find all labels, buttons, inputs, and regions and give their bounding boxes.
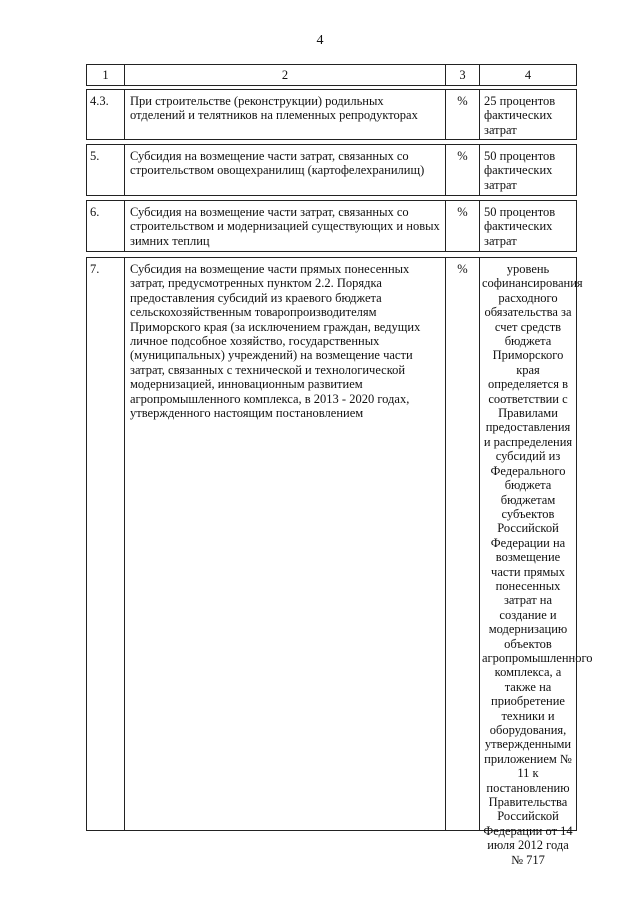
row-unit: % [445, 257, 479, 831]
row-unit: % [445, 89, 479, 140]
row-description: Субсидия на возмещение части затрат, связанных со строительством овощехранилищ (картофелехранилищ) [124, 144, 445, 196]
row-unit: % [445, 144, 479, 196]
row-value: 50 процентов фактических затрат [479, 200, 577, 252]
header-cell-4: 4 [479, 64, 577, 86]
row-description: При строительстве (реконструкции) родильных отделений и телятников на племенных репродукторах [124, 89, 445, 140]
row-description: Субсидия на возмещение части затрат, связанных со строительством и модернизацией существующих и новых зимних теплиц [124, 200, 445, 252]
table-row [86, 257, 593, 867]
table-row [86, 89, 577, 140]
row-number: 4.3. [86, 89, 124, 140]
row-number: 5. [86, 144, 124, 196]
row-value: уровень софинансирования расходного обязательства за счет средств бюджета Приморского края определяется в соответствии с Правилами предоставления и распределения субсидий из Федерального бюджета бюджетам субъектов Российской Федерации на возмещение части прямых понесенных затрат на создание и модернизацию объектов агропромышленного комплекса, а также на приобретение техники и оборудования, утвержденными приложением № 11 к постановлению Правительства Российской Федерации от 14 июля 2012 года № 717 [479, 257, 577, 831]
row-description: Субсидия на возмещение части прямых понесенных затрат, предусмотренных пунктом 2.2. Порядка предоставления субсидий из краевого бюджета сельскохозяйственным товаропроизводителям Приморского края (за исключением граждан, ведущих личное подсобное хозяйство, государственных (муниципальных) учреждений) на возмещение части затрат, связанных с технической и технологической модернизацией, инновационным развитием агропромышленного комплекса, в 2013 - 2020 годах, утвержденного настоящим постановлением [124, 257, 445, 831]
header-cell-2: 2 [124, 64, 445, 86]
row-number: 7. [86, 257, 124, 831]
row-unit: % [445, 200, 479, 252]
header-cell-1: 1 [86, 64, 124, 86]
table-header-row [86, 64, 577, 86]
page-number: 4 [316, 33, 324, 48]
row-value: 50 процентов фактических затрат [479, 144, 577, 196]
row-number: 6. [86, 200, 124, 252]
row-value: 25 процентов фактических затрат [479, 89, 577, 140]
table-row [86, 144, 577, 196]
table-row [86, 200, 577, 252]
header-cell-3: 3 [445, 64, 479, 86]
